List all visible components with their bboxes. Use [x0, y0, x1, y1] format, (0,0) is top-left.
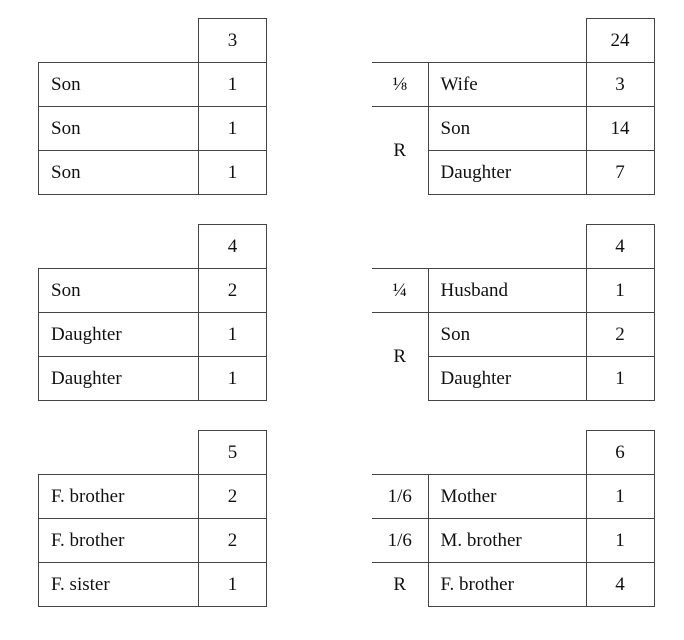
- table-row: [39, 107, 267, 151]
- fraction-cell: ⅛: [372, 63, 428, 107]
- fraction-cell: ¼: [372, 269, 428, 313]
- heir-cell: F. brother: [39, 519, 199, 563]
- share-cell: 1: [199, 107, 267, 151]
- table-row: [372, 563, 654, 607]
- share-cell: 1: [199, 63, 267, 107]
- share-cell: 14: [586, 107, 654, 151]
- share-cell: 1: [586, 519, 654, 563]
- inheritance-table-2: [372, 18, 655, 195]
- share-cell: 4: [586, 563, 654, 607]
- heir-cell: Mother: [428, 475, 586, 519]
- fraction-cell: R: [372, 313, 428, 401]
- share-cell: 1: [586, 269, 654, 313]
- table-row: [39, 313, 267, 357]
- table-header-row: [372, 19, 654, 63]
- table-row: [39, 519, 267, 563]
- table-row: [372, 107, 654, 151]
- empty-cell: [428, 431, 586, 475]
- heir-cell: Son: [39, 151, 199, 195]
- table-row: [39, 563, 267, 607]
- table-row: [372, 63, 654, 107]
- total-cell: 6: [586, 431, 654, 475]
- heir-cell: Daughter: [39, 313, 199, 357]
- share-cell: 1: [586, 357, 654, 401]
- empty-cell: [372, 225, 428, 269]
- table-row: [372, 519, 654, 563]
- table-header-row: [39, 225, 267, 269]
- share-cell: 2: [586, 313, 654, 357]
- heir-cell: Daughter: [428, 151, 586, 195]
- heir-cell: Daughter: [428, 357, 586, 401]
- inheritance-table-1: [38, 18, 267, 195]
- table-header-row: [39, 431, 267, 475]
- share-cell: 1: [586, 475, 654, 519]
- share-cell: 1: [199, 357, 267, 401]
- share-cell: 3: [586, 63, 654, 107]
- heir-cell: Daughter: [39, 357, 199, 401]
- empty-cell: [39, 19, 199, 63]
- table-row: [39, 269, 267, 313]
- heir-cell: M. brother: [428, 519, 586, 563]
- fraction-cell: R: [372, 563, 428, 607]
- fraction-cell: R: [372, 107, 428, 195]
- empty-cell: [372, 431, 428, 475]
- total-cell: 5: [199, 431, 267, 475]
- share-cell: 2: [199, 475, 267, 519]
- heir-cell: Son: [428, 313, 586, 357]
- inheritance-table-3: [38, 224, 267, 401]
- share-cell: 2: [199, 269, 267, 313]
- share-cell: 2: [199, 519, 267, 563]
- heir-cell: Son: [39, 63, 199, 107]
- total-cell: 3: [199, 19, 267, 63]
- heir-cell: F. sister: [39, 563, 199, 607]
- heir-cell: F. brother: [428, 563, 586, 607]
- share-cell: 1: [199, 313, 267, 357]
- table-row: [372, 475, 654, 519]
- total-cell: 4: [199, 225, 267, 269]
- share-cell: 1: [199, 563, 267, 607]
- table-row: [39, 475, 267, 519]
- empty-cell: [428, 225, 586, 269]
- inheritance-table-6: [372, 430, 655, 607]
- heir-cell: Husband: [428, 269, 586, 313]
- share-cell: 7: [586, 151, 654, 195]
- empty-cell: [39, 431, 199, 475]
- fraction-cell: 1/6: [372, 475, 428, 519]
- table-row: [372, 313, 654, 357]
- empty-cell: [372, 19, 428, 63]
- table-row: [39, 151, 267, 195]
- heir-cell: Son: [39, 107, 199, 151]
- table-row: [39, 357, 267, 401]
- total-cell: 24: [586, 19, 654, 63]
- fraction-cell: 1/6: [372, 519, 428, 563]
- total-cell: 4: [586, 225, 654, 269]
- table-header-row: [39, 19, 267, 63]
- table-row: [39, 63, 267, 107]
- empty-cell: [428, 19, 586, 63]
- heir-cell: Son: [428, 107, 586, 151]
- table-row: [372, 269, 654, 313]
- heir-cell: F. brother: [39, 475, 199, 519]
- heir-cell: Wife: [428, 63, 586, 107]
- share-cell: 1: [199, 151, 267, 195]
- inheritance-table-5: [38, 430, 267, 607]
- heir-cell: Son: [39, 269, 199, 313]
- table-header-row: [372, 225, 654, 269]
- inheritance-table-4: [372, 224, 655, 401]
- empty-cell: [39, 225, 199, 269]
- table-header-row: [372, 431, 654, 475]
